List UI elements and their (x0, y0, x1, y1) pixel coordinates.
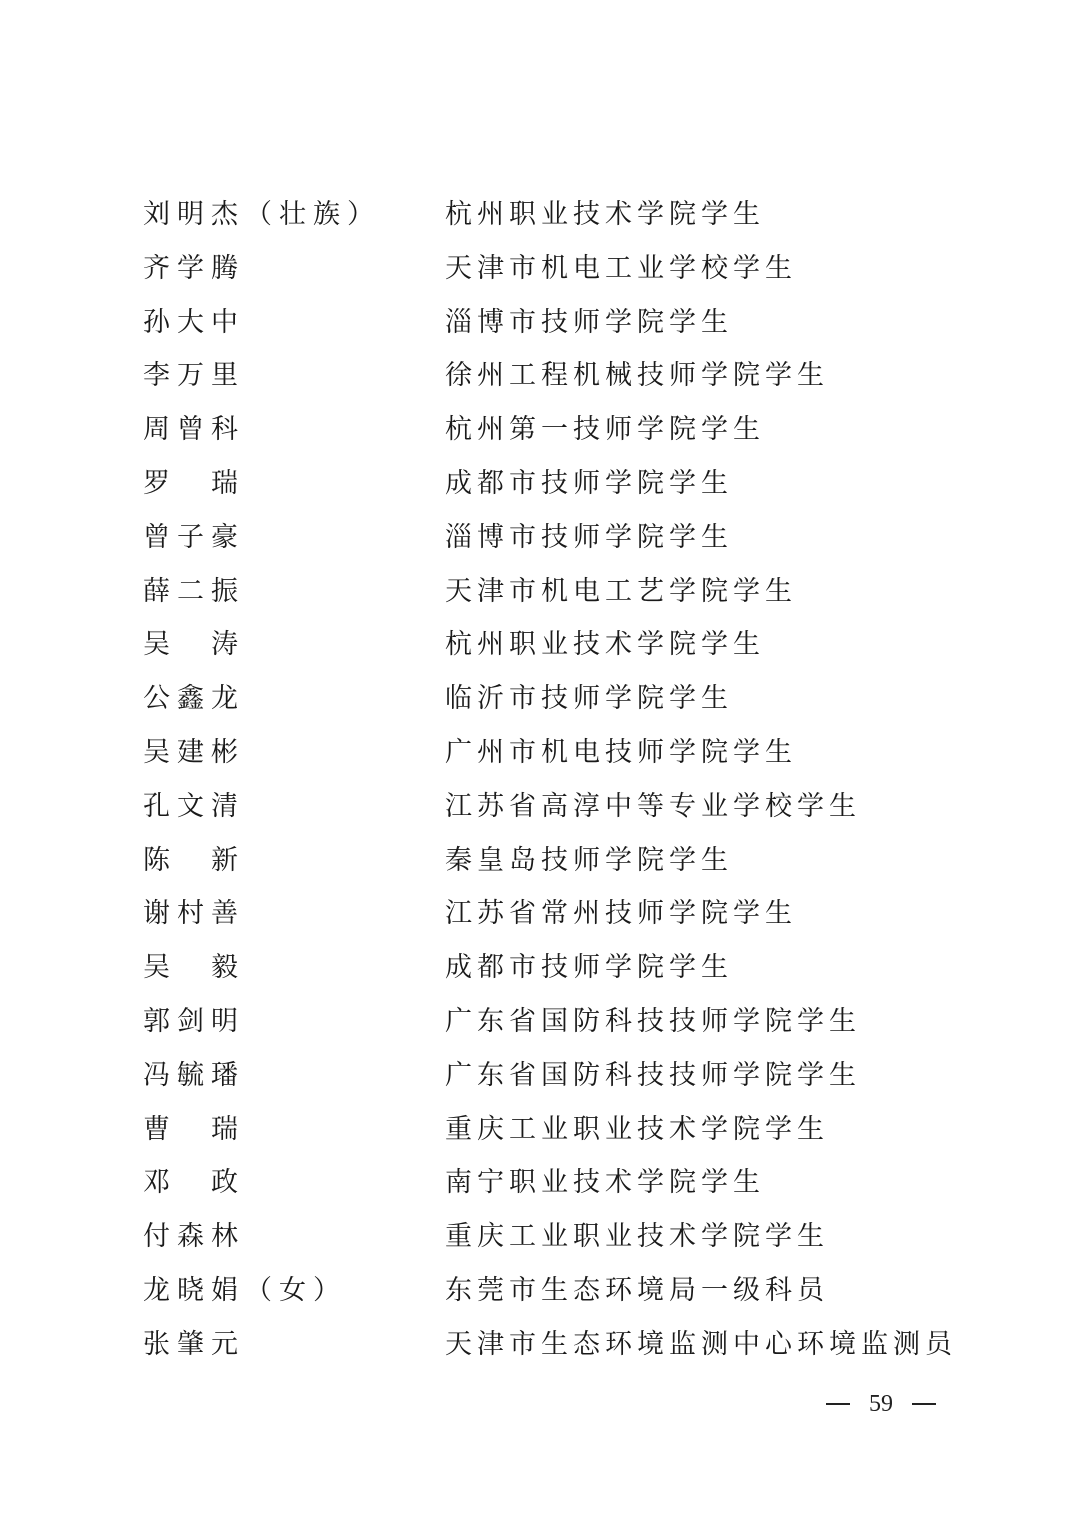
list-item (0, 887, 1080, 941)
list-item (0, 188, 1080, 242)
person-name: 公鑫龙 (143, 683, 245, 715)
person-name: 齐学腾 (143, 252, 245, 284)
person-organization: 广东省国防科技技师学院学生 (445, 1005, 861, 1037)
person-organization: 天津市机电工艺学院学生 (445, 575, 797, 607)
list-item (0, 296, 1080, 350)
list-item (0, 834, 1080, 888)
person-name: 李万里 (143, 360, 245, 392)
person-organization: 重庆工业职业技术学院学生 (445, 1221, 829, 1253)
person-organization: 秦皇岛技师学院学生 (445, 844, 733, 876)
person-name: 谢村善 (143, 898, 245, 930)
list-item (0, 242, 1080, 296)
person-organization: 重庆工业职业技术学院学生 (445, 1113, 829, 1145)
person-name: 周曾科 (143, 414, 245, 446)
list-item (0, 1103, 1080, 1157)
person-organization: 临沂市技师学院学生 (445, 683, 733, 715)
person-name: 曹 瑞 (143, 1113, 245, 1145)
list-item (0, 1049, 1080, 1103)
list-item (0, 726, 1080, 780)
list-item (0, 780, 1080, 834)
list-item (0, 995, 1080, 1049)
list-item (0, 618, 1080, 672)
list-item (0, 1156, 1080, 1210)
person-name: 薛二振 (143, 575, 245, 607)
person-name: 龙晓娟（女） (143, 1274, 347, 1306)
person-organization: 天津市机电工业学校学生 (445, 252, 797, 284)
list-item (0, 403, 1080, 457)
person-organization: 南宁职业技术学院学生 (445, 1167, 765, 1199)
list-item (0, 349, 1080, 403)
person-name: 刘明杰（壮族） (143, 199, 381, 230)
person-organization: 成都市技师学院学生 (445, 952, 733, 984)
person-name: 郭剑明 (143, 1005, 245, 1037)
list-item (0, 672, 1080, 726)
person-name: 孔文清 (143, 790, 245, 822)
page-footer (826, 1384, 936, 1424)
person-name: 吴 毅 (143, 952, 245, 984)
person-organization: 成都市技师学院学生 (445, 467, 733, 499)
person-organization: 广东省国防科技技师学院学生 (445, 1059, 861, 1091)
person-organization: 江苏省常州技师学院学生 (445, 898, 797, 930)
list-item (0, 1264, 1080, 1318)
list-item (0, 511, 1080, 565)
person-name: 冯毓璠 (143, 1059, 245, 1091)
person-name: 邓 政 (143, 1167, 245, 1199)
person-name: 陈 新 (143, 844, 245, 876)
person-name: 曾子豪 (143, 521, 245, 553)
person-name: 吴建彬 (143, 736, 245, 768)
person-organization: 杭州职业技术学院学生 (445, 629, 765, 661)
person-organization: 淄博市技师学院学生 (445, 306, 733, 338)
list-item (0, 457, 1080, 511)
list-item (0, 1318, 1080, 1372)
person-organization: 淄博市技师学院学生 (445, 521, 733, 553)
person-organization: 杭州职业技术学院学生 (445, 199, 765, 230)
person-name: 张肇元 (143, 1328, 245, 1360)
person-organization: 杭州第一技师学院学生 (445, 414, 765, 446)
person-name: 吴 涛 (143, 629, 245, 661)
person-name: 罗 瑞 (143, 467, 245, 499)
person-name: 付森林 (143, 1221, 245, 1253)
name-list (0, 188, 1080, 1372)
list-item (0, 941, 1080, 995)
right-dash (912, 1403, 936, 1405)
person-organization: 天津市生态环境监测中心环境监测员 (445, 1328, 957, 1360)
left-dash (826, 1403, 850, 1405)
person-organization: 江苏省高淳中等专业学校学生 (445, 790, 861, 822)
page-number: 59 (869, 1390, 893, 1417)
list-item (0, 565, 1080, 619)
person-organization: 东莞市生态环境局一级科员 (445, 1274, 829, 1306)
person-name: 孙大中 (143, 306, 245, 338)
person-organization: 广州市机电技师学院学生 (445, 736, 797, 768)
list-item (0, 1210, 1080, 1264)
person-organization: 徐州工程机械技师学院学生 (445, 360, 829, 392)
